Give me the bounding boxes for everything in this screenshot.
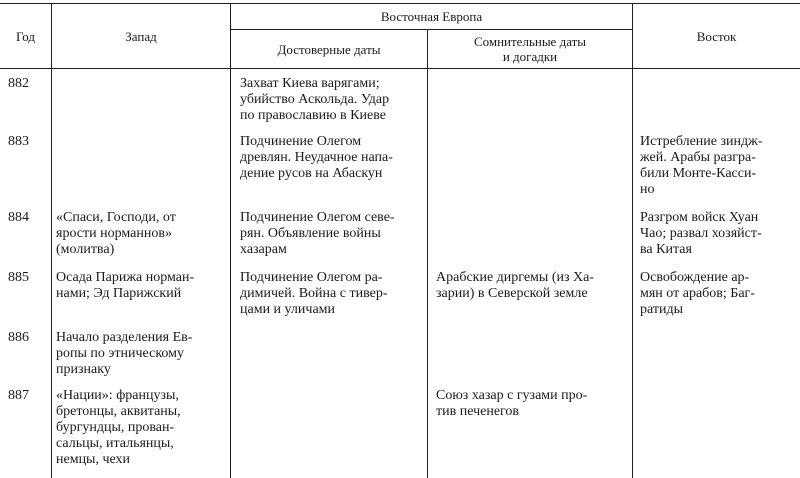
table-cell-east: Освобождение ар- мян от арабов; Баг- ратиды xyxy=(640,270,755,317)
west-column-divider xyxy=(230,3,231,478)
table-cell-west: «Спаси, Господи, от ярости норманнов» (молитва) xyxy=(56,210,176,257)
table-cell-east: Истребление зиндж- жей. Арабы разгра- били Монте-Касси- но xyxy=(640,134,763,197)
table-row-year: 886 xyxy=(8,330,29,345)
table-row-year: 887 xyxy=(8,388,29,403)
table-row-year: 885 xyxy=(8,270,29,285)
header-east: Восток xyxy=(696,28,737,44)
header-west: Запад xyxy=(125,28,157,44)
east-europe-column-divider xyxy=(632,3,633,478)
table-cell-doubtful: Союз хазар с гузами про- тив печенегов xyxy=(436,388,588,419)
table-cell-reliable: Подчинение Олегом севе- рян. Объявление войны хазарам xyxy=(240,210,395,257)
year-column-divider xyxy=(51,3,52,478)
header-east-europe: Восточная Европа xyxy=(380,9,483,24)
table-cell-reliable: Подчинение Олегом древлян. Неудачное напа- дение русов на Абаскун xyxy=(240,134,393,181)
table-cell-west: «Нации»: французы, бретонцы, аквитаны, бургундцы, прован- сальцы, итальянцы, немцы, чехи xyxy=(56,388,181,467)
table-cell-west: Осада Парижа норман- нами; Эд Парижский xyxy=(56,270,195,301)
header-reliable-dates: Достоверные даты xyxy=(277,41,381,57)
table-cell-reliable: Захват Киева варягами; убийство Аскольда. Удар по православию в Киеве xyxy=(240,76,390,123)
table-row-year: 882 xyxy=(8,76,29,91)
table-cell-doubtful: Арабские диргемы (из Ха- зарии) в Северской земле xyxy=(436,270,594,301)
table-cell-east: Разгром войск Хуан Чао; развал хозяйст- ва Китая xyxy=(640,210,762,257)
header-doubtful-dates: Сомнительные даты и догадки xyxy=(473,34,587,64)
header-bottom-rule xyxy=(0,68,800,69)
table-row-year: 883 xyxy=(8,134,29,149)
table-row-year: 884 xyxy=(8,210,29,225)
table-cell-reliable: Подчинение Олегом ра- димичей. Война с тивер- цами и уличами xyxy=(240,270,388,317)
table-cell-west: Начало разделения Ев- ропы по этническому признаку xyxy=(56,330,193,377)
reliable-column-divider xyxy=(427,29,428,478)
header-year: Год xyxy=(15,28,36,44)
